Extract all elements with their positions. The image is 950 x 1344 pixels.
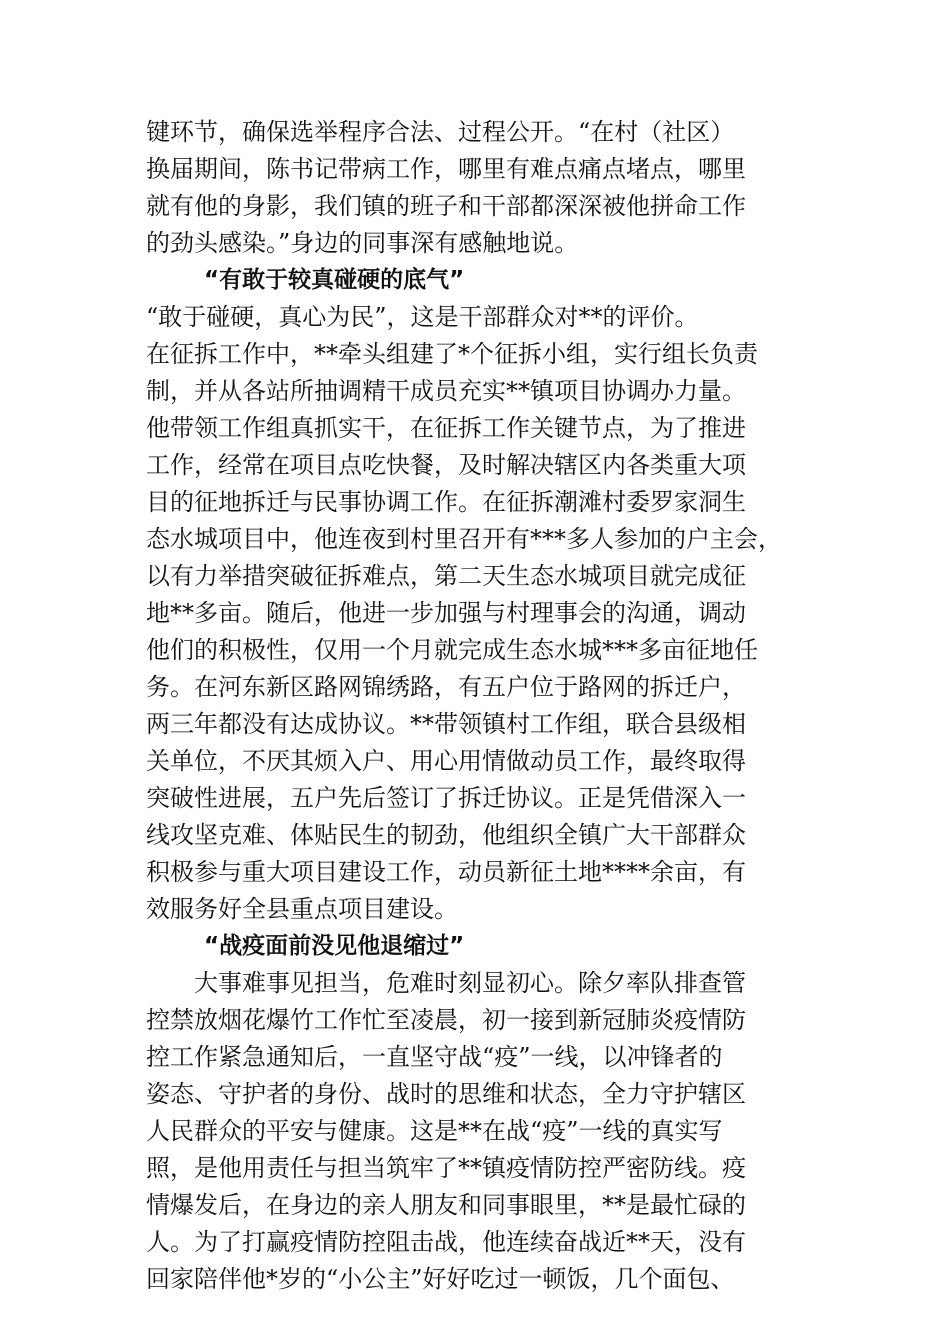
- text-line: 他带领工作组真抓实干，在征拆工作关键节点，为了推进: [146, 414, 746, 442]
- text-line: 两三年都没有达成协议。**带领镇村工作组，联合县级相: [146, 710, 746, 738]
- text-line: 务。在河东新区路网锦绣路，有五户位于路网的拆迁户，: [146, 673, 746, 701]
- text-line: 目的征地拆迁与民事协调工作。在征拆潮滩村委罗家洞生: [146, 488, 746, 516]
- text-line: 他们的积极性，仅用一个月就完成生态水城***多亩征地任: [146, 636, 758, 664]
- text-line: 在征拆工作中，**牵头组建了*个征拆小组，实行组长负责: [146, 340, 758, 368]
- text-line: 控工作紧急通知后，一直坚守战“疫”一线，以冲锋者的: [146, 1043, 723, 1071]
- text-line: 照，是他用责任与担当筑牢了**镇疫情防控严密防线。疫: [146, 1154, 746, 1182]
- text-line: 积极参与重大项目建设工作，动员新征土地****余亩，有: [146, 858, 746, 886]
- text-line: 换届期间，陈书记带病工作，哪里有难点痛点堵点，哪里: [146, 155, 746, 183]
- text-line: 大事难事见担当，危难时刻显初心。除夕率队排查管: [146, 969, 746, 997]
- text-line: 态水城项目中，他连夜到村里召开有***多人参加的户主会，: [146, 525, 782, 553]
- text-line: 人。为了打赢疫情防控阻击战，他连续奋战近**天，没有: [146, 1228, 746, 1256]
- section-heading-2: “战疫面前没见他退缩过”: [204, 933, 465, 959]
- text-line: 键环节，确保选举程序合法、过程公开。“在村（社区）: [146, 118, 735, 146]
- document-body: [146, 114, 826, 1298]
- text-line: 姿态、守护者的身份、战时的思维和状态，全力守护辖区: [146, 1080, 746, 1108]
- text-line: 效服务好全县重点项目建设。: [146, 895, 458, 923]
- section-heading-1: “有敢于较真碰硬的底气”: [204, 267, 465, 293]
- text-line: 回家陪伴他*岁的“小公主”好好吃过一顿饭，几个面包、: [146, 1265, 735, 1293]
- text-line: 制，并从各站所抽调精干成员充实**镇项目协调办力量。: [146, 377, 746, 405]
- text-line: 工作，经常在项目点吃快餐，及时解决辖区内各类重大项: [146, 451, 746, 479]
- text-line: 关单位，不厌其烦入户、用心用情做动员工作，最终取得: [146, 747, 746, 775]
- text-line: 控禁放烟花爆竹工作忙至凌晨，初一接到新冠肺炎疫情防: [146, 1006, 746, 1034]
- text-line: 地**多亩。随后，他进一步加强与村理事会的沟通，调动: [146, 599, 746, 627]
- text-line: 就有他的身影，我们镇的班子和干部都深深被他拼命工作: [146, 192, 746, 220]
- text-line: 突破性进展，五户先后签订了拆迁协议。正是凭借深入一: [146, 784, 746, 812]
- text-line: 以有力举措突破征拆难点，第二天生态水城项目就完成征: [146, 562, 746, 590]
- text-line: “敢于碰硬，真心为民”，这是干部群众对**的评价。: [146, 303, 699, 331]
- text-line: 情爆发后，在身边的亲人朋友和同事眼里，**是最忙碌的: [146, 1191, 746, 1219]
- text-line: 线攻坚克难、体贴民生的韧劲，他组织全镇广大干部群众: [146, 821, 746, 849]
- text-line: 的劲头感染。”身边的同事深有感触地说。: [146, 229, 579, 257]
- text-line: 人民群众的平安与健康。这是**在战“疫”一线的真实写: [146, 1117, 723, 1145]
